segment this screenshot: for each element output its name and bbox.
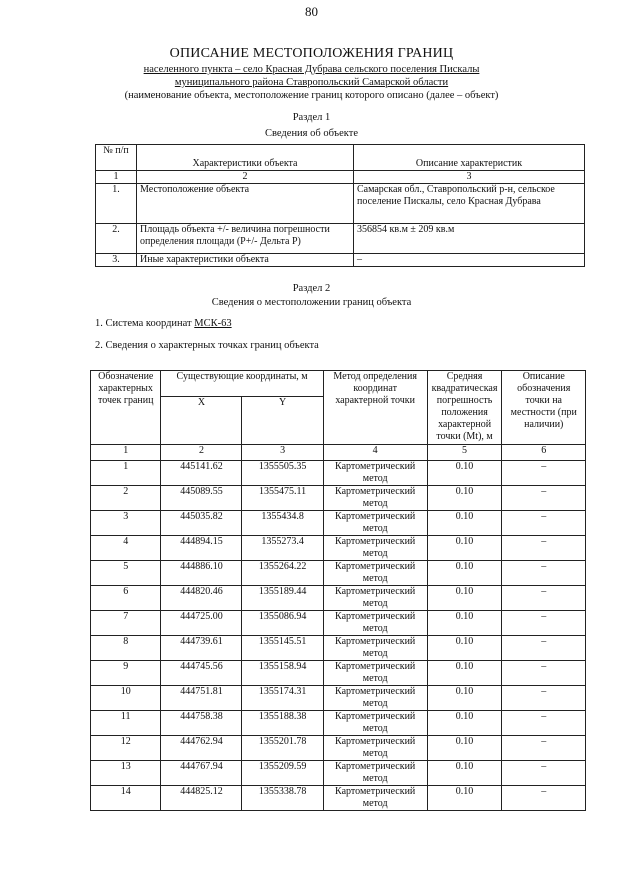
row-number: 3. [96,254,137,267]
boundary-points-table [90,370,586,811]
error-value: 0.10 [427,711,502,736]
method: Картометрический метод [323,611,427,636]
x-coordinate: 444758.38 [161,711,242,736]
section1-heading: Раздел 1 [292,112,331,123]
error-value: 0.10 [427,786,502,811]
table-row [91,511,586,536]
subtitle-line-1: населенного пункта – село Красная Дубрава сельского поселения Пискалы [143,64,480,75]
header-y: Y [242,397,323,445]
index-cell: 6 [502,445,586,461]
index-cell: 4 [323,445,427,461]
coordinate-system-value: МСК-63 [194,318,232,329]
table-row [91,461,586,486]
error-value: 0.10 [427,761,502,786]
coordinate-system-line [95,318,232,329]
method: Картометрический метод [323,486,427,511]
characteristic-value: Самарская обл., Ставропольский р-н, сельское поселение Пискалы, село Красная Дубрава [354,184,585,224]
table-header-row [91,371,586,397]
x-coordinate: 444725.00 [161,611,242,636]
point-description: – [502,511,586,536]
header-point-designation: Обозначение характерных точек границ [91,371,161,445]
x-coordinate: 445089.55 [161,486,242,511]
section2-subheading: Сведения о местоположении границ объекта [211,297,412,308]
method: Картометрический метод [323,661,427,686]
point-number: 8 [91,636,161,661]
y-coordinate: 1355189.44 [242,586,323,611]
object-info-table [95,144,585,267]
y-coordinate: 1355174.31 [242,686,323,711]
table-row [91,661,586,686]
point-number: 10 [91,686,161,711]
method: Картометрический метод [323,586,427,611]
table-row [96,184,585,224]
x-coordinate: 444825.12 [161,786,242,811]
error-value: 0.10 [427,586,502,611]
table-row [91,711,586,736]
index-cell: 5 [427,445,502,461]
y-coordinate: 1355158.94 [242,661,323,686]
point-number: 14 [91,786,161,811]
point-description: – [502,711,586,736]
index-cell: 3 [242,445,323,461]
y-coordinate: 1355145.51 [242,636,323,661]
x-coordinate: 444886.10 [161,561,242,586]
index-cell: 2 [161,445,242,461]
table-row [91,611,586,636]
table-row [91,786,586,811]
y-coordinate: 1355264.22 [242,561,323,586]
characteristic-value: – [354,254,585,267]
page-number: 80 [305,4,318,19]
index-cell: 1 [91,445,161,461]
method: Картометрический метод [323,511,427,536]
point-number: 12 [91,736,161,761]
header-method: Метод определения координат характерной точки [323,371,427,445]
point-description: – [502,536,586,561]
point-description: – [502,786,586,811]
table-index-row [91,445,586,461]
y-coordinate: 1355209.59 [242,761,323,786]
page-title: ОПИСАНИЕ МЕСТОПОЛОЖЕНИЯ ГРАНИЦ [169,46,454,61]
y-coordinate: 1355475.11 [242,486,323,511]
table-row [91,636,586,661]
table-row [91,761,586,786]
method: Картометрический метод [323,686,427,711]
table-row [96,224,585,254]
error-value: 0.10 [427,511,502,536]
subtitle-line-2: муниципального района Ставропольский Самарской области [174,77,449,88]
point-description: – [502,611,586,636]
error-value: 0.10 [427,736,502,761]
index-cell: 2 [137,171,354,184]
table-row [91,561,586,586]
y-coordinate: 1355201.78 [242,736,323,761]
x-coordinate: 444751.81 [161,686,242,711]
y-coordinate: 1355273.4 [242,536,323,561]
point-description: – [502,761,586,786]
error-value: 0.10 [427,461,502,486]
header-description: Описание обозначения точки на местности (при наличии) [502,371,586,445]
x-coordinate: 445141.62 [161,461,242,486]
method: Картометрический метод [323,761,427,786]
point-number: 7 [91,611,161,636]
error-value: 0.10 [427,611,502,636]
point-number: 13 [91,761,161,786]
method: Картометрический метод [323,536,427,561]
x-coordinate: 444894.15 [161,536,242,561]
y-coordinate: 1355338.78 [242,786,323,811]
method: Картометрический метод [323,736,427,761]
x-coordinate: 444762.94 [161,736,242,761]
header-error: Средняя квадратическая погрешность положения характерной точки (Mt), м [427,371,502,445]
characteristic-name: Местоположение объекта [137,184,354,224]
y-coordinate: 1355505.35 [242,461,323,486]
table-row [91,686,586,711]
x-coordinate: 444820.46 [161,586,242,611]
error-value: 0.10 [427,661,502,686]
row-number: 1. [96,184,137,224]
header-cell: Характеристики объекта [137,145,354,171]
error-value: 0.10 [427,486,502,511]
coordinate-system-label: 1. Система координат [95,318,192,329]
method: Картометрический метод [323,461,427,486]
table-row [96,254,585,267]
point-number: 4 [91,536,161,561]
y-coordinate: 1355086.94 [242,611,323,636]
header-cell: № п/п [96,145,137,171]
method: Картометрический метод [323,636,427,661]
index-cell: 3 [354,171,585,184]
points-heading: 2. Сведения о характерных точках границ объекта [95,340,319,351]
point-description: – [502,661,586,686]
method: Картометрический метод [323,711,427,736]
characteristic-name: Площадь объекта +/- величина погрешности определения площади (Р+/- Дельта Р) [137,224,354,254]
error-value: 0.10 [427,561,502,586]
x-coordinate: 444767.94 [161,761,242,786]
method: Картометрический метод [323,561,427,586]
row-number: 2. [96,224,137,254]
point-number: 6 [91,586,161,611]
section2-heading: Раздел 2 [292,283,331,294]
y-coordinate: 1355188.38 [242,711,323,736]
header-x: X [161,397,242,445]
point-number: 3 [91,511,161,536]
x-coordinate: 444739.61 [161,636,242,661]
point-description: – [502,486,586,511]
method: Картометрический метод [323,786,427,811]
point-description: – [502,461,586,486]
subtitle-line-3: (наименование объекта, местоположение границ которого описано (далее – объект) [124,90,499,101]
table-row [91,736,586,761]
point-description: – [502,636,586,661]
x-coordinate: 445035.82 [161,511,242,536]
x-coordinate: 444745.56 [161,661,242,686]
y-coordinate: 1355434.8 [242,511,323,536]
header-cell: Описание характеристик [354,145,585,171]
point-number: 11 [91,711,161,736]
error-value: 0.10 [427,536,502,561]
characteristic-name: Иные характеристики объекта [137,254,354,267]
point-number: 9 [91,661,161,686]
header-coordinates: Существующие координаты, м [161,371,323,397]
characteristic-value: 356854 кв.м ± 209 кв.м [354,224,585,254]
point-description: – [502,686,586,711]
table-row [91,536,586,561]
point-description: – [502,586,586,611]
table-row [91,486,586,511]
point-description: – [502,561,586,586]
point-number: 1 [91,461,161,486]
point-number: 5 [91,561,161,586]
point-description: – [502,736,586,761]
index-cell: 1 [96,171,137,184]
table-header-row [96,145,585,171]
table-index-row [96,171,585,184]
error-value: 0.10 [427,686,502,711]
error-value: 0.10 [427,636,502,661]
table-row [91,586,586,611]
point-number: 2 [91,486,161,511]
section1-subheading: Сведения об объекте [265,128,358,139]
